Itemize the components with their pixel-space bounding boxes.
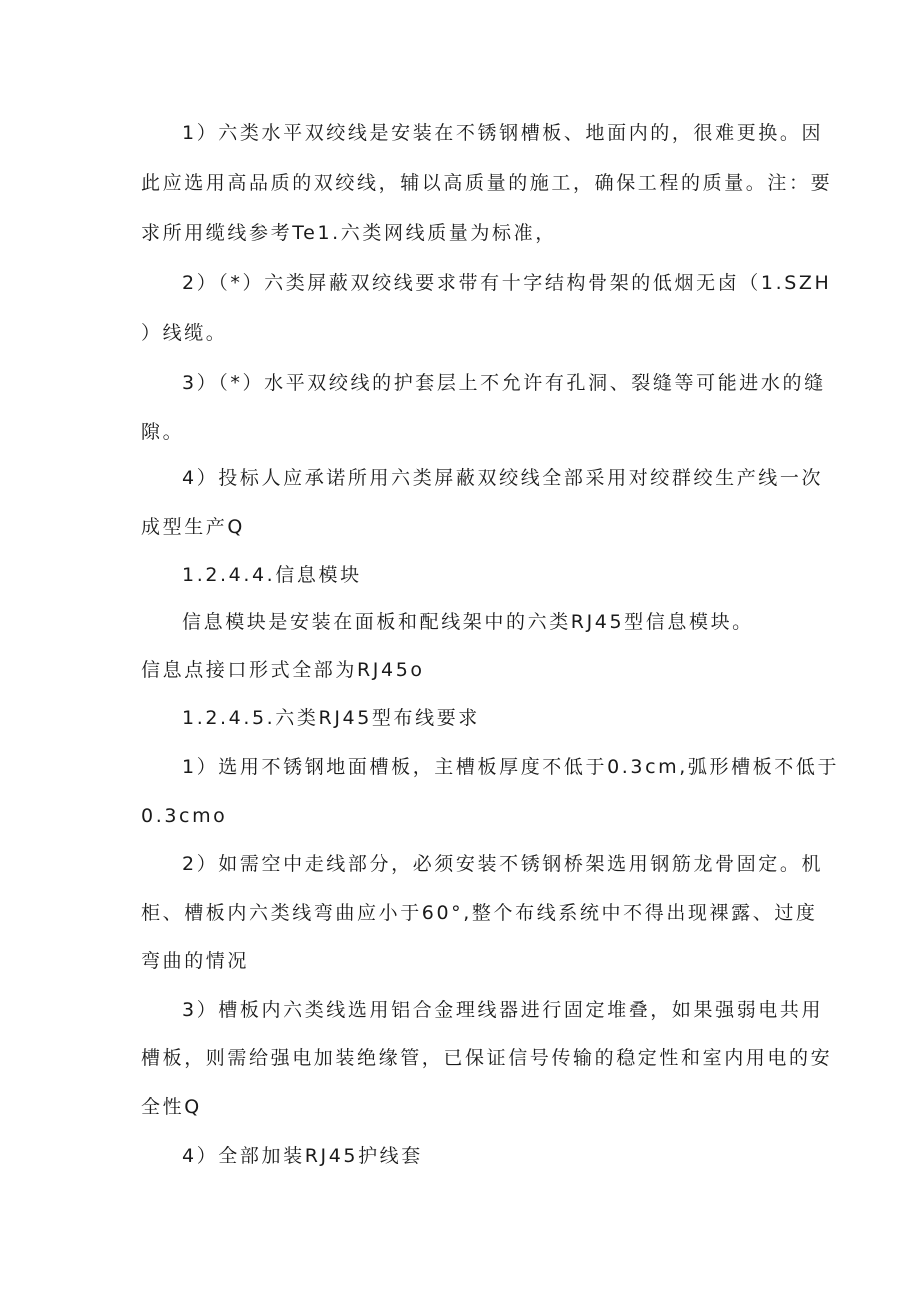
paragraph-line: 信息点接口形式全部为RJ45o [141, 659, 425, 681]
section-heading-info-module: 1.2.4.4.信息模块 [182, 564, 362, 586]
paragraph-line: 隙。 [141, 421, 185, 443]
paragraph-line: 3）（*）水平双绞线的护套层上不允许有孔洞、裂缝等可能进水的缝 [182, 372, 826, 394]
paragraph-line: 柜、槽板内六类线弯曲应小于60°,整个布线系统中不得出现裸露、过度 [141, 902, 818, 924]
paragraph-line: 2）（*）六类屏蔽双绞线要求带有十字结构骨架的低烟无卤（1.SZH [182, 272, 832, 294]
paragraph-line: 槽板，则需给强电加装绝缘管，已保证信号传输的稳定性和室内用电的安 [141, 1047, 833, 1069]
paragraph-line: 1）六类水平双绞线是安装在不锈钢槽板、地面内的，很难更换。因 [182, 122, 824, 144]
paragraph-line: 0.3cmo [141, 805, 228, 827]
paragraph-line: 成型生产Q [141, 516, 245, 538]
paragraph-line: 此应选用高品质的双绞线，辅以高质量的施工，确保工程的质量。注：要 [141, 172, 833, 194]
section-heading-rj45: 1.2.4.5.六类RJ45型布线要求 [182, 707, 480, 729]
paragraph-line: 全性Q [141, 1096, 202, 1118]
paragraph-line: 求所用缆线参考Te1.六类网线质量为标准， [141, 222, 557, 244]
paragraph-line: 弯曲的情况 [141, 950, 250, 972]
paragraph-line: 2）如需空中走线部分，必须安装不锈钢桥架选用钢筋龙骨固定。机 [182, 853, 824, 875]
paragraph-line: 4）全部加装RJ45护线套 [182, 1145, 423, 1167]
paragraph-line: 1）选用不锈钢地面槽板，主槽板厚度不低于0.3cm,弧形槽板不低于 [182, 756, 840, 778]
paragraph-line: ）线缆。 [141, 322, 228, 344]
paragraph-line: 4）投标人应承诺所用六类屏蔽双绞线全部采用对绞群绞生产线一次 [182, 467, 824, 489]
paragraph-line: 信息模块是安装在面板和配线架中的六类RJ45型信息模块。 [182, 611, 754, 633]
paragraph-line: 3）槽板内六类线选用铝合金理线器进行固定堆叠，如果强弱电共用 [182, 999, 824, 1021]
